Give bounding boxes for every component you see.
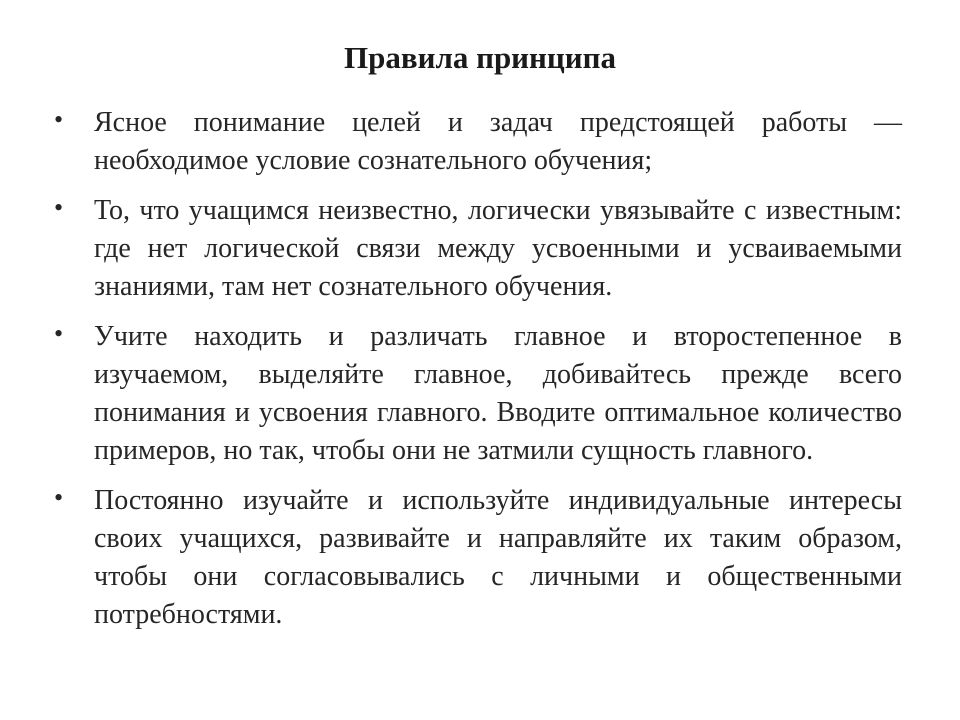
- bullet-list: [54, 104, 902, 646]
- bullet-marker-icon: •: [54, 193, 64, 222]
- bullet-marker-icon: •: [54, 483, 64, 512]
- bullet-marker-icon: •: [54, 105, 64, 134]
- bullet-text: То, что учащимся неизвестно, логически увязывайте с известным: где нет логической связи между усвоенными и усваиваемыми знаниями, там нет сознательного обучения.: [94, 195, 902, 302]
- bullet-item-3: [54, 318, 902, 470]
- bullet-text: Учите находить и различать главное и второстепенное в изучаемом, выделяйте главное, добивайтесь прежде всего понимания и усвоения главного. Вводите оптимальное количество примеров, но так, чтобы они не затмили сущность главного.: [94, 321, 902, 466]
- bullet-text: Постоянно изучайте и используйте индивидуальные интересы своих учащихся, развивайте и направляйте их таким образом, чтобы они согласовывались с личными и общественными потребностями.: [94, 485, 902, 630]
- bullet-text: Ясное понимание целей и задач предстоящей работы — необходимое условие сознательного обучения;: [94, 107, 902, 176]
- bullet-item-2: [54, 192, 902, 306]
- bullet-marker-icon: •: [54, 319, 64, 348]
- slide-title: Правила принципа: [343, 40, 616, 75]
- bullet-item-1: [54, 104, 902, 180]
- bullet-item-4: [54, 482, 902, 634]
